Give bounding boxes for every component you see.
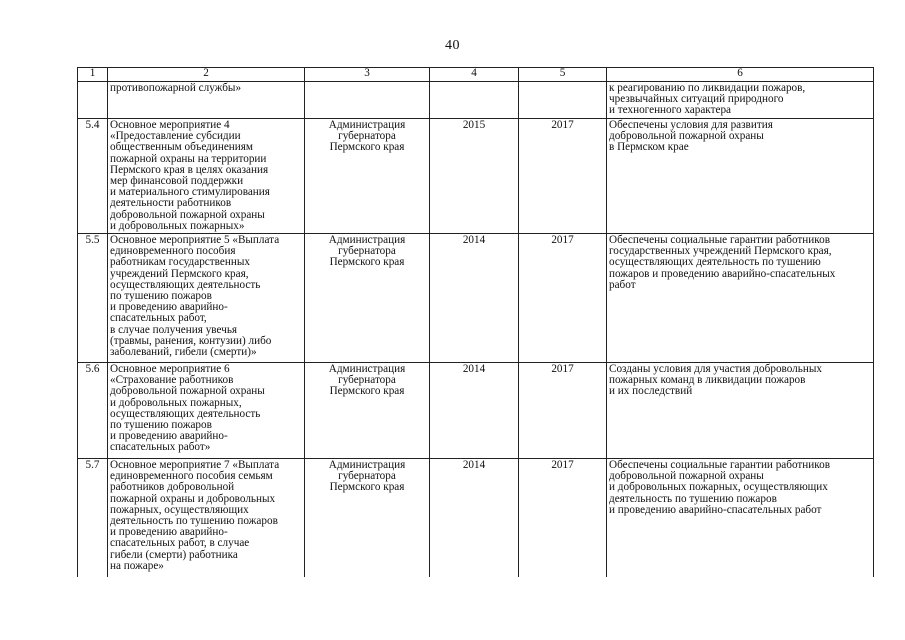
expected-result: к реагированию по ликвидации пожаров, чрезвычайных ситуаций природного и техногенного характера	[607, 82, 874, 119]
executor: Администрация губернатора Пермского края	[305, 459, 430, 578]
end-year: 2017	[519, 234, 607, 363]
end-year: 2017	[519, 459, 607, 578]
executor: Администрация губернатора Пермского края	[305, 119, 430, 234]
event-name: противопожарной службы»	[108, 82, 305, 119]
event-name: Основное мероприятие 6 «Страхование работников добровольной пожарной охраны и добровольных пожарных, осуществляющих деятельность по тушению пожаров и проведению аварийно- спасательных работ»	[108, 363, 305, 459]
event-name: Основное мероприятие 7 «Выплата единовременного пособия семьям работников добровольной пожарной охраны и добровольных пожарных, осуществляющих деятельность по тушению пожаров и проведению аварийно- спасательных работ, в случае гибели (смерти) работника на пожаре»	[108, 459, 305, 578]
program-events-table	[77, 67, 874, 577]
row-number: 5.6	[78, 363, 108, 459]
event-name: Основное мероприятие 5 «Выплата единовременного пособия работникам государственных учреждений Пермского края, осуществляющих деятельность по тушению пожаров и проведению аварийно- спасательных работ, в случае получения увечья (травмы, ранения, контузии) либо заболеваний, гибели (смерти)»	[108, 234, 305, 363]
executor: Администрация губернатора Пермского края	[305, 234, 430, 363]
table-row	[78, 82, 874, 119]
expected-result: Обеспечены условия для развития добровольной пожарной охраны в Пермском крае	[607, 119, 874, 234]
page-number: 40	[445, 38, 460, 53]
end-year: 2017	[519, 119, 607, 234]
row-number: 5.5	[78, 234, 108, 363]
start-year: 2014	[430, 459, 519, 578]
table-row	[78, 119, 874, 234]
start-year	[430, 82, 519, 119]
row-number	[78, 82, 108, 119]
expected-result: Обеспечены социальные гарантии работников государственных учреждений Пермского края, осуществляющих деятельность по тушению пожаров и проведению аварийно-спасательных работ	[607, 234, 874, 363]
header-cell-1: 1	[78, 68, 108, 82]
table-row	[78, 234, 874, 363]
header-cell-2: 2	[108, 68, 305, 82]
row-number: 5.7	[78, 459, 108, 578]
expected-result: Созданы условия для участия добровольных пожарных команд в ликвидации пожаров и их последствий	[607, 363, 874, 459]
header-cell-5: 5	[519, 68, 607, 82]
executor	[305, 82, 430, 119]
end-year	[519, 82, 607, 119]
table-row	[78, 459, 874, 578]
end-year: 2017	[519, 363, 607, 459]
table-row	[78, 363, 874, 459]
start-year: 2014	[430, 234, 519, 363]
executor: Администрация губернатора Пермского края	[305, 363, 430, 459]
start-year: 2014	[430, 363, 519, 459]
start-year: 2015	[430, 119, 519, 234]
event-name: Основное мероприятие 4 «Предоставление субсидии общественным объединениям пожарной охраны на территории Пермского края в целях оказания мер финансовой поддержки и материального стимулирования деятельности работников добровольной пожарной охраны и добровольных пожарных»	[108, 119, 305, 234]
expected-result: Обеспечены социальные гарантии работников добровольной пожарной охраны и добровольных пожарных, осуществляющих деятельность по тушению пожаров и проведению аварийно-спасательных работ	[607, 459, 874, 578]
header-cell-3: 3	[305, 68, 430, 82]
header-cell-6: 6	[607, 68, 874, 82]
row-number: 5.4	[78, 119, 108, 234]
header-cell-4: 4	[430, 68, 519, 82]
table-header-row	[78, 68, 874, 82]
